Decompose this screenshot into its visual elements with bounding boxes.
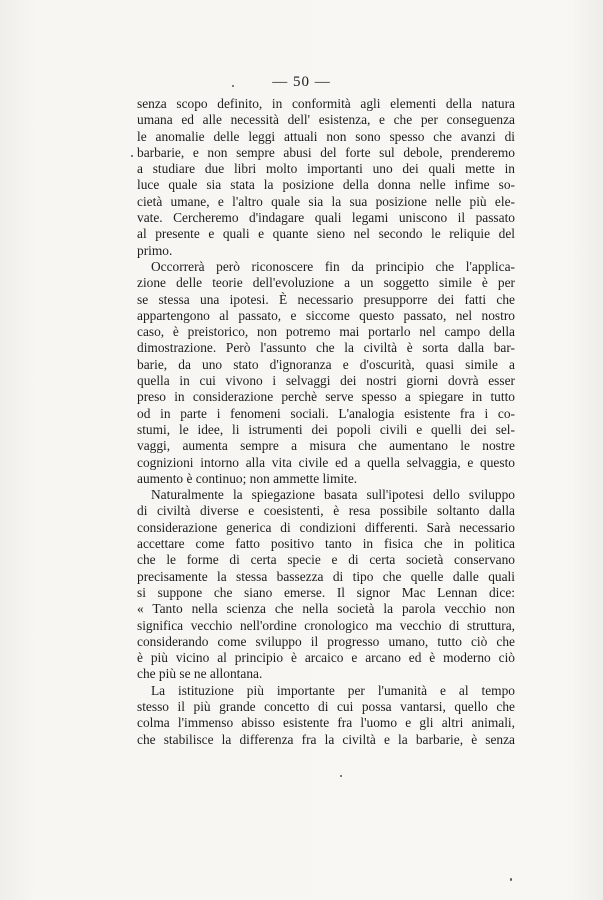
text-line: senza scopo definito, in conformità agli elementi della natura: [137, 96, 515, 111]
text-line: al presente e quali e quante sieno nel secondo le reliquie del: [137, 226, 515, 242]
text-line: barbarie, e non sempre abusi del forte sul debole, prenderemo: [137, 144, 515, 160]
text-line: colma l'immenso abisso esistente fra l'uomo e gli altri animali,: [137, 715, 515, 731]
text-line: accettare come fatto positivo tanto in fisica che in politica: [137, 536, 515, 552]
text-line: appartengono al passato, e siccome questo passato, nel nostro: [137, 307, 515, 323]
text-line: cognizioni intorno alla vita civile ed a quella selvaggia, e questo: [137, 454, 515, 470]
text-line: è più vicino al principio è arcaico e arcano ed è moderno ciò: [137, 650, 515, 666]
text-line: od in parte i fenomeni sociali. L'analogia esistente fra i co-: [137, 405, 515, 421]
paragraph-2: [137, 259, 515, 487]
text-line: preso in considerazione perchè serve spesso a spiegare in tutto: [137, 389, 515, 405]
text-line: Occorrerà però riconoscere fin da principio che l'applica-: [151, 258, 515, 274]
paragraph-1: [137, 96, 515, 259]
text-line: caso, è preistorico, non potremo mai portarlo nel campo della: [137, 324, 515, 340]
text-line: stumi, le idee, li istrumenti dei popoli civili e quelli dei sel-: [137, 421, 515, 437]
text-line: precisamente la stessa bassezza di tipo che quelle dalle quali: [137, 568, 515, 584]
scan-speck: [510, 878, 512, 881]
body-text: [137, 96, 515, 748]
text-line: cietà umane, e l'altro quale sia la sua posizione nelle più ele-: [137, 193, 515, 209]
scan-speck: [131, 155, 133, 157]
text-line: luce quale sia stata la posizione della donna nelle infime so-: [137, 177, 515, 193]
text-line: dimostrazione. Però l'assunto che la civiltà è sorta dalla bar-: [137, 340, 515, 356]
text-line: barie, da uno stato d'ignoranza e d'oscurità, quasi simile a: [137, 356, 515, 372]
page-number: — 50 —: [272, 74, 331, 90]
text-line: stesso il più grande concetto di cui possa vantarsi, quello che: [137, 698, 515, 714]
text-line: quella in cui vivono i selvaggi dei nostri giorni dovrà esser: [137, 373, 515, 389]
text-line: primo.: [137, 242, 173, 258]
text-line: aumento è continuo; non ammette limite.: [137, 470, 358, 486]
text-line: « Tanto nella scienza che nella società la parola vecchio non: [137, 601, 515, 617]
paragraph-4: [137, 683, 515, 748]
text-line: che le forme di certa specie e di certa società conservano: [137, 552, 515, 568]
text-line: che più se ne allontana.: [137, 666, 263, 682]
text-line: vate. Cercheremo d'indagare quali legami uniscono il passato: [137, 210, 515, 226]
text-line: le anomalie delle leggi attuali non sono spesso che avanzi di: [137, 128, 515, 144]
scan-speck: [340, 775, 342, 777]
text-line: umana ed alle necessità dell' esistenza, e che per conseguenza: [137, 112, 515, 128]
text-line: se stessa una ipotesi. È necessario presupporre dei fatti che: [137, 291, 515, 307]
text-line: di civiltà diverse e coesistenti, è resa possibile soltanto dalla: [137, 503, 515, 519]
text-line: significa vecchio nell'ordine cronologico ma vecchio di struttura,: [137, 617, 515, 633]
text-line: che stabilisce la differenza fra la civiltà e la barbarie, è senza: [137, 731, 515, 747]
text-line: considerazione generica di condizioni differenti. Sarà necessario: [137, 519, 515, 535]
text-line: La istituzione più importante per l'umanità e al tempo: [151, 682, 515, 698]
paragraph-3: [137, 487, 515, 683]
text-line: zione delle teorie dell'evoluzione a un soggetto simile è per: [137, 275, 515, 291]
text-line: vaggi, aumenta sempre a misura che aumentano le nostre: [137, 438, 515, 454]
text-line: considerando come sviluppo il progresso umano, tutto ciò che: [137, 633, 515, 649]
text-line: a studiare due libri molto importanti uno dei quali mette in: [137, 161, 515, 177]
text-line: si suppone che siano emerse. Il signor Mac Lennan dice:: [137, 584, 515, 600]
text-line: Naturalmente la spiegazione basata sull'ipotesi dello sviluppo: [151, 487, 515, 503]
scan-speck: [232, 85, 234, 87]
